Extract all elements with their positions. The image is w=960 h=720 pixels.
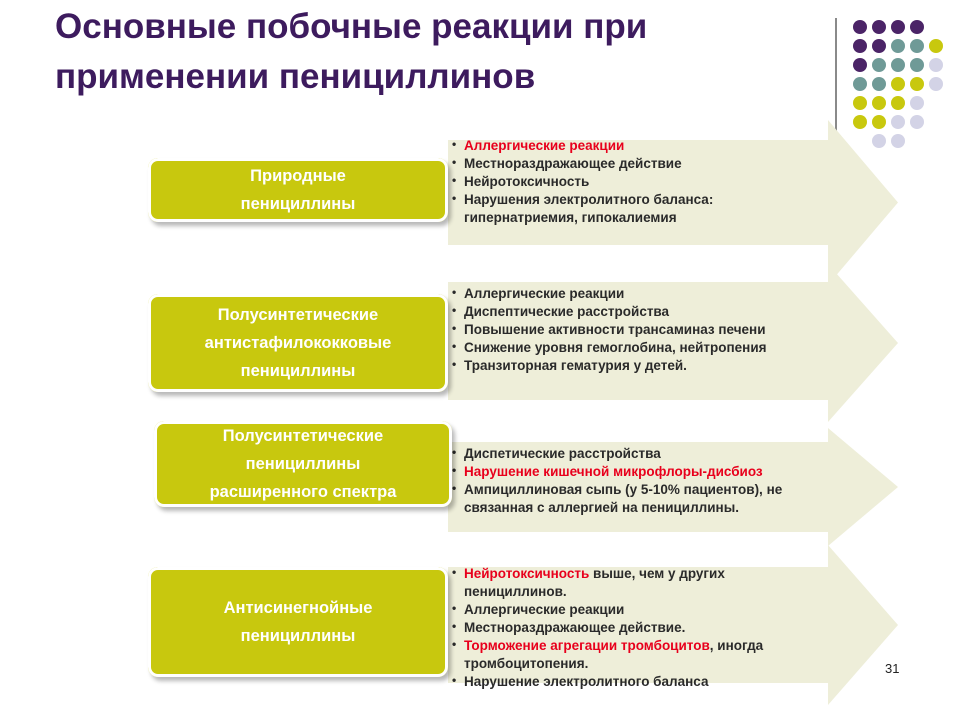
decor-dot [853,20,867,34]
reaction-text: Ампициллиновая сыпь (у 5-10% пациентов), не связанная с аллергией на пенициллины. [464,482,783,515]
reaction-item [448,285,818,303]
group-label-text: Полусинтетические пенициллины расширенного спектра [209,427,397,501]
decor-dot [872,58,886,72]
reaction-item [448,137,818,155]
decor-dot [891,39,905,53]
penicillin-group-label [154,421,452,507]
reaction-text: выше, чем у других пенициллинов. [464,566,725,599]
penicillin-group-label [148,158,448,222]
reaction-text: Транзиторная гематурия у детей. [464,358,687,373]
decor-dot [910,115,924,129]
reaction-item [448,565,818,601]
decor-dot [910,77,924,91]
reaction-item [448,191,818,227]
reaction-text: Местнораздражающее действие [464,156,682,171]
reaction-text-highlight: Нарушение кишечной микрофлоры-дисбиоз [464,464,763,479]
reaction-item [448,155,818,173]
decor-dot [891,58,905,72]
decor-dot [929,39,943,53]
decor-dot [910,58,924,72]
reaction-text: Нейротоксичность [464,174,590,189]
reaction-item [448,601,818,619]
reaction-text: Аллергические реакции [464,602,625,617]
reaction-item [448,339,818,357]
decor-dot [853,96,867,110]
reaction-item [448,673,818,691]
decor-dot [853,77,867,91]
reaction-item [448,481,818,517]
reaction-item [448,637,818,673]
group-label-text: Природные пенициллины [240,167,356,213]
reaction-item [448,463,818,481]
decor-dot [910,96,924,110]
reaction-item [448,619,818,637]
reaction-item [448,321,818,339]
penicillin-group-label [148,567,448,677]
decor-dot [891,96,905,110]
reaction-arrow [448,545,898,705]
page-number: 31 [885,661,900,676]
reaction-text: Местнораздражающее действие. [464,620,686,635]
reaction-text-highlight: Нейротоксичность [464,566,590,581]
decor-dot [872,20,886,34]
reaction-text-highlight: Торможение агрегации тромбоцитов [464,638,710,653]
reaction-arrow [448,264,898,422]
reaction-arrow [448,428,898,546]
decor-dot [929,58,943,72]
decor-dot [910,39,924,53]
reaction-item [448,303,818,321]
decor-dot [853,39,867,53]
reaction-text: Нарушение электролитного баланса [464,674,709,689]
decor-dot [872,39,886,53]
reaction-item [448,445,818,463]
group-label-text: Полусинтетические антистафилококковые пенициллины [204,306,392,380]
group-label-text: Антисинегнойные пенициллины [223,599,373,645]
reaction-text: Диспептические расстройства [464,304,670,319]
reaction-text-highlight: Аллергические реакции [464,138,625,153]
decor-dot [891,77,905,91]
decor-dot [853,58,867,72]
reaction-text: Нарушения электролитного баланса: гипернатриемия, гипокалиемия [464,192,714,225]
reaction-bullets [448,137,818,227]
penicillin-group-label [148,294,448,392]
reaction-item [448,173,818,191]
reaction-text: Аллергические реакции [464,286,625,301]
reaction-bullets [448,285,818,375]
reaction-text: Повышение активности трансаминаз печени [464,322,766,337]
decor-dot [910,20,924,34]
reaction-arrow [448,120,898,285]
decor-dot [929,77,943,91]
reaction-text: Снижение уровня гемоглобина, нейтропения [464,340,767,355]
decor-dot [891,20,905,34]
decor-dot [872,77,886,91]
decor-dot [872,96,886,110]
reaction-text: , иногда тромбоцитопения. [464,638,764,671]
reaction-text: Диспетические расстройства [464,446,661,461]
reaction-item [448,357,818,375]
reaction-bullets [448,445,818,517]
slide-title: Основные побочные реакции при применении пенициллинов [55,7,648,96]
reaction-bullets [448,565,818,691]
